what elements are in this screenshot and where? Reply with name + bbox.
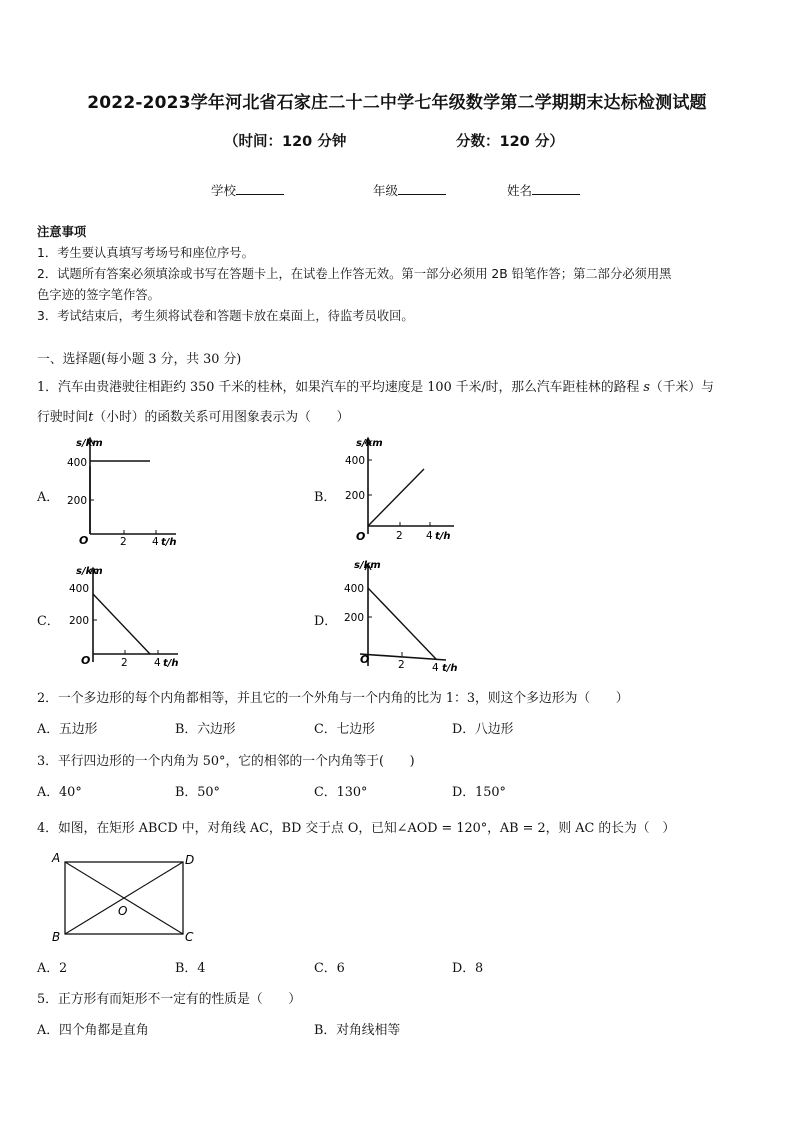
tick-label-4: 4 xyxy=(154,657,161,669)
q1-stem-line2 xyxy=(37,406,349,425)
ylabel: s/km xyxy=(354,560,381,571)
tick-label-200: 200 xyxy=(344,612,365,624)
q3-option-a[interactable]: A．40° xyxy=(37,785,82,800)
q4-stem: 4．如图，在矩形 ABCD 中，对角线 AC，BD 交于点 O，已知∠AOD = 120°，AB = 2，则 AC 的长为（ ） xyxy=(37,821,676,836)
tick-label-200: 200 xyxy=(345,490,366,502)
q4-option-d[interactable]: D．8 xyxy=(452,961,484,976)
origin-label: O xyxy=(81,654,91,667)
tick-label-400: 400 xyxy=(345,455,366,467)
point-label-o: O xyxy=(118,904,128,918)
q3-option-c[interactable]: C．130° xyxy=(314,785,368,800)
school-blank[interactable] xyxy=(236,182,284,195)
q1-var-s: s xyxy=(643,380,650,395)
q5-stem: 5．正方形有而矩形不一定有的性质是（ ） xyxy=(37,992,302,1007)
q2-option-c[interactable]: C．七边形 xyxy=(314,722,375,737)
q1-var-t: t xyxy=(88,410,94,425)
origin-label: O xyxy=(360,653,370,666)
grade-label: 年级 xyxy=(373,183,399,198)
q1-option-d[interactable]: D． xyxy=(314,614,338,629)
q2-stem: 2．一个多边形的每个内角都相等，并且它的一个外角与一个内角的比为 1：3，则这个多边形为（ ） xyxy=(37,691,629,706)
school-label: 学校 xyxy=(211,183,237,198)
origin-label: O xyxy=(79,534,89,547)
q1-option-c[interactable]: C． xyxy=(37,614,60,629)
grade-blank[interactable] xyxy=(398,182,446,195)
point-label-d: D xyxy=(185,853,195,867)
ylabel: s/km xyxy=(76,438,103,449)
q2-option-a[interactable]: A．五边形 xyxy=(37,722,98,737)
tick-label-200: 200 xyxy=(69,615,90,627)
q1-option-a[interactable]: A． xyxy=(37,490,60,505)
school-field[interactable] xyxy=(211,181,284,199)
notes-block xyxy=(37,222,671,327)
q1-graph-a xyxy=(58,432,188,550)
q4-option-b[interactable]: B．4 xyxy=(175,961,206,976)
q3-option-d[interactable]: D．150° xyxy=(452,785,506,800)
notes-item: 3．考试结束后，考生须将试卷和答题卡放在桌面上，待监考员收回。 xyxy=(37,309,414,323)
name-blank[interactable] xyxy=(532,182,580,195)
q1-text: （小时）的函数关系可用图象表示为（ ） xyxy=(93,410,350,425)
tick-label-2: 2 xyxy=(398,659,405,671)
tick-label-4: 4 xyxy=(426,530,433,542)
xlabel: t/h xyxy=(161,537,177,548)
point-label-a: A xyxy=(52,851,61,865)
tick-label-400: 400 xyxy=(69,583,90,595)
section-heading: 一、选择题(每小题 3 分，共 30 分) xyxy=(37,352,242,367)
q5-option-b[interactable]: B．对角线相等 xyxy=(314,1023,401,1038)
point-label-c: C xyxy=(185,930,194,944)
tick-label-2: 2 xyxy=(121,657,128,669)
grade-field[interactable] xyxy=(373,181,446,199)
tick-label-200: 200 xyxy=(67,495,88,507)
xlabel: t/h xyxy=(442,663,458,674)
xlabel: t/h xyxy=(163,658,179,669)
graph-b-line xyxy=(368,469,424,526)
name-label: 姓名 xyxy=(507,183,533,198)
q4-option-c[interactable]: C．6 xyxy=(314,961,345,976)
xlabel: t/h xyxy=(435,531,451,542)
q1-option-b[interactable]: B． xyxy=(314,490,337,505)
exam-score: 分数：120 分） xyxy=(456,134,564,150)
q4-rectangle-figure xyxy=(46,848,206,944)
q1-text: 行驶时间 xyxy=(37,410,89,425)
q1-text: （千米）与 xyxy=(649,380,714,395)
tick-label-4: 4 xyxy=(152,536,159,548)
q1-graph-c xyxy=(58,558,188,676)
notes-item: 2．试题所有答案必须填涂或书写在答题卡上，在试卷上作答无效。第一部分必须用 2B 铅笔作答；第二部分必须用黑 xyxy=(37,267,672,281)
ylabel: s/km xyxy=(76,566,103,577)
tick-label-400: 400 xyxy=(344,583,365,595)
graph-d-line xyxy=(368,588,436,659)
exam-time: （时间：120 分钟 xyxy=(224,134,347,150)
tick-label-400: 400 xyxy=(67,457,88,469)
q4-option-a[interactable]: A．2 xyxy=(37,961,68,976)
name-field[interactable] xyxy=(507,181,580,199)
q3-stem: 3．平行四边形的一个内角为 50°，它的相邻的一个内角等于( ) xyxy=(37,754,415,769)
graph-c-line xyxy=(93,594,150,654)
q2-option-b[interactable]: B．六边形 xyxy=(175,722,236,737)
notes-heading: 注意事项 xyxy=(37,225,87,239)
q2-option-d[interactable]: D．八边形 xyxy=(452,722,514,737)
tick-label-2: 2 xyxy=(396,530,403,542)
tick-label-4: 4 xyxy=(432,662,439,674)
q5-option-a[interactable]: A．四个角都是直角 xyxy=(37,1023,149,1038)
q1-text: 1．汽车由贵港驶往相距约 350 千米的桂林，如果汽车的平均速度是 100 千米/时，那么汽车距桂林的路程 xyxy=(37,380,640,395)
notes-item: 色字迹的签字笔作答。 xyxy=(37,288,160,302)
ylabel: s/km xyxy=(356,438,383,449)
point-label-b: B xyxy=(52,930,61,944)
q1-stem-line1 xyxy=(37,376,714,395)
q1-graph-d xyxy=(336,556,471,676)
page-title: 2022-2023学年河北省石家庄二十二中学七年级数学第二学期期末达标检测试题 xyxy=(87,93,707,113)
origin-label: O xyxy=(356,530,366,543)
notes-item: 1．考生要认真填写考场号和座位序号。 xyxy=(37,246,254,260)
tick-label-2: 2 xyxy=(120,536,127,548)
q1-graph-b xyxy=(336,432,466,550)
q3-option-b[interactable]: B．50° xyxy=(175,785,220,800)
